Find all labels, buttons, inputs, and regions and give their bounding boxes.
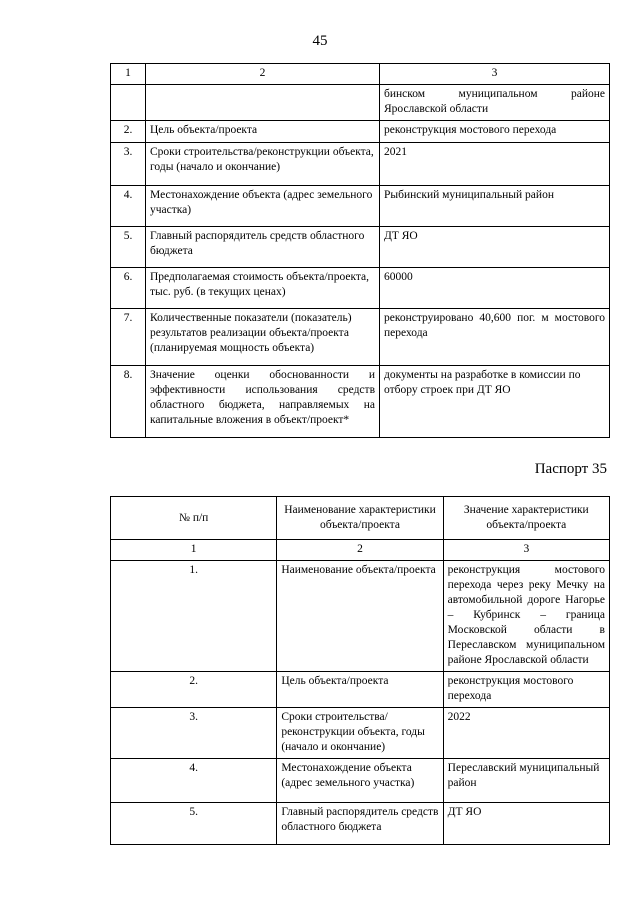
row-number: 8. [111, 366, 146, 438]
row-value: реконструировано 40,600 пог. м мостового перехода [380, 309, 610, 366]
row-number: 2. [111, 672, 277, 708]
row-name: Цель объекта/проекта [277, 672, 443, 708]
header-name: Наименование характеристики объекта/проекта [277, 497, 443, 540]
row-name: Сроки строительства/реконструкции объекта, годы (начало и окончание) [146, 143, 380, 186]
column-number-row [111, 540, 610, 561]
row-value: документы на разработке в комиссии по отбору строек при ДТ ЯО [380, 366, 610, 438]
row-value: Рыбинский муниципальный район [380, 186, 610, 227]
row-value: 60000 [380, 268, 610, 309]
column-number: 2 [277, 540, 443, 561]
row-value: 2022 [443, 708, 609, 759]
row-name: Предполагаемая стоимость объекта/проекта, тыс. руб. (в текущих ценах) [146, 268, 380, 309]
row-number: 5. [111, 803, 277, 845]
page-number: 45 [312, 33, 328, 49]
row-value: ДТ ЯО [443, 803, 609, 845]
table-row [111, 186, 610, 227]
row-name: Главный распорядитель средств областного бюджета [146, 227, 380, 268]
table-row [111, 143, 610, 186]
row-number: 2. [111, 121, 146, 143]
row-value: ДТ ЯО [380, 227, 610, 268]
passport-table [110, 496, 610, 845]
row-value: 2021 [380, 143, 610, 186]
passport-title: Паспорт 35 [534, 461, 607, 477]
header-row [111, 497, 610, 540]
row-name [146, 85, 380, 121]
passport-table-continued [110, 63, 610, 438]
table-row [111, 708, 610, 759]
table-row [111, 85, 610, 121]
row-number: 7. [111, 309, 146, 366]
row-name: Главный распорядитель средств областного бюджета [277, 803, 443, 845]
row-name: Цель объекта/проекта [146, 121, 380, 143]
column-number: 3 [443, 540, 609, 561]
row-value: реконструкция мостового перехода [443, 672, 609, 708]
column-number: 2 [146, 64, 380, 85]
row-name: Сроки строительства/реконструкции объекта, годы (начало и окончание) [277, 708, 443, 759]
table-row [111, 121, 610, 143]
row-name: Местонахождение объекта (адрес земельного участка) [146, 186, 380, 227]
row-number: 3. [111, 708, 277, 759]
column-number: 3 [380, 64, 610, 85]
table-row [111, 268, 610, 309]
table-row [111, 803, 610, 845]
table-row [111, 227, 610, 268]
table-row [111, 366, 610, 438]
column-number-row [111, 64, 610, 85]
header-number: № п/п [111, 497, 277, 540]
table-row [111, 309, 610, 366]
row-value: бинском муниципальном районе Ярославской области [380, 85, 610, 121]
table-row [111, 561, 610, 672]
row-value: реконструкция мостового перехода [380, 121, 610, 143]
row-name: Количественные показатели (показатель) результатов реализации объекта/проекта (планируемая мощность объекта) [146, 309, 380, 366]
row-name: Значение оценки обоснованности и эффективности использования средств областного бюджета, направляемых на капитальные вложения в объект/проект* [146, 366, 380, 438]
header-value: Значение характеристики объекта/проекта [443, 497, 609, 540]
row-number: 4. [111, 759, 277, 803]
row-number: 6. [111, 268, 146, 309]
row-number: 3. [111, 143, 146, 186]
row-value: Переславский муниципальный район [443, 759, 609, 803]
column-number: 1 [111, 64, 146, 85]
row-number [111, 85, 146, 121]
row-name: Наименование объекта/проекта [277, 561, 443, 672]
row-number: 4. [111, 186, 146, 227]
row-value: реконструкция мостового перехода через реку Мечку на автомобильной дороге Нагорье – Кубринск – граница Московской области в Переславском муниципальном районе Ярославской области [443, 561, 609, 672]
column-number: 1 [111, 540, 277, 561]
row-name: Местонахождение объекта (адрес земельного участка) [277, 759, 443, 803]
row-number: 5. [111, 227, 146, 268]
table-row [111, 759, 610, 803]
table-row [111, 672, 610, 708]
row-number: 1. [111, 561, 277, 672]
